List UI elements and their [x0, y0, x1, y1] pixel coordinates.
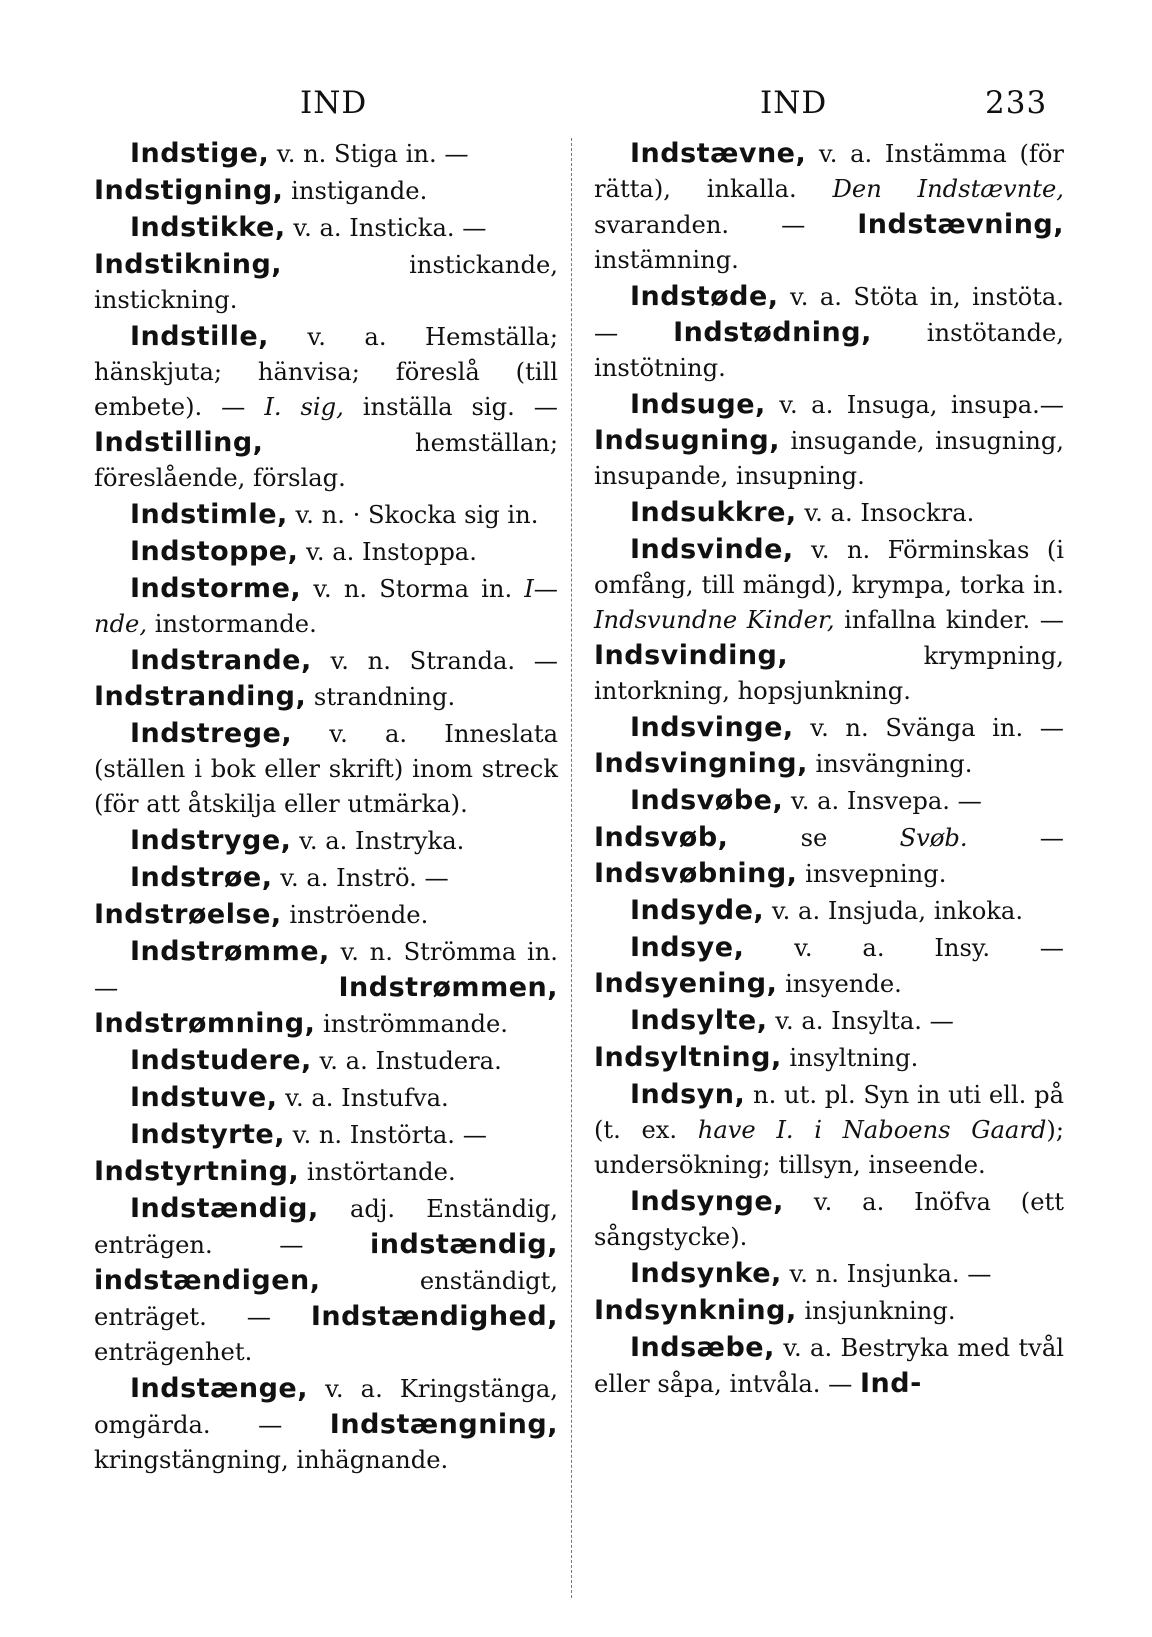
definition-text: v. a. Insockra.: [796, 499, 975, 527]
dictionary-entry: [594, 1003, 1064, 1039]
headword: Indstævning,: [857, 209, 1064, 240]
dictionary-entry: [594, 930, 1064, 1002]
definition-text: inställa sig. —: [343, 393, 558, 421]
left-column: [94, 136, 558, 1479]
dictionary-entry: [594, 1040, 1064, 1076]
dictionary-entry: [594, 532, 1064, 709]
headword: Indsvinding,: [594, 640, 789, 671]
definition-text: v. a. Instoppa.: [298, 538, 477, 566]
headword: Ind-: [860, 1368, 922, 1399]
dictionary-entry: [594, 136, 1064, 278]
headword: Indstilling,: [94, 427, 264, 458]
definition-text: v. a. Kringstänga, omgärda. —: [94, 1375, 558, 1439]
headword: Indsynge,: [630, 1186, 784, 1217]
definition-text: enträgenhet.: [94, 1338, 253, 1366]
headword: Indstrøelse,: [94, 899, 282, 930]
headword: Indsyn,: [630, 1079, 746, 1110]
definition-text: instigande.: [283, 177, 428, 205]
headword: Indsyening,: [594, 968, 778, 999]
headword: Indstuve,: [130, 1082, 278, 1113]
headword: Indstorme,: [130, 573, 302, 604]
definition-text: instötande, instötning.: [594, 319, 1064, 382]
italic-example: I—nde,: [94, 575, 558, 638]
headword: Indstoppe,: [130, 536, 299, 567]
dictionary-entry: [594, 893, 1064, 929]
definition-text: inströende.: [281, 901, 429, 929]
definition-text: v. a. Instufva.: [277, 1084, 449, 1112]
headword: Indstranding,: [94, 681, 307, 712]
dictionary-entry: [594, 1077, 1064, 1183]
italic-example: have I. i Naboens Gaard: [697, 1116, 1047, 1144]
definition-text: krympning, intorkning, hopsjunkning.: [594, 642, 1064, 705]
dictionary-entry: [94, 897, 558, 933]
headword: Indstille,: [130, 321, 269, 352]
definition-text: v. a. Insticka. —: [285, 214, 487, 242]
headword: Indsvøbe,: [630, 785, 784, 816]
definition-text: —: [967, 824, 1064, 852]
definition-text: v. n. Svänga in. —: [793, 714, 1064, 742]
headword: Indsuge,: [630, 389, 766, 420]
definition-text: v. a. Inöfva (ett sångstycke).: [594, 1188, 1064, 1251]
headword: Indsyltning,: [594, 1042, 782, 1073]
italic-example: Den Indstævnte,: [832, 175, 1064, 203]
headword: Indsye,: [630, 932, 745, 963]
definition-text: v. a. Insy. —: [744, 934, 1064, 962]
dictionary-entry: [94, 860, 558, 896]
dictionary-entry: [594, 1256, 1064, 1292]
dictionary-entry: [94, 1371, 558, 1478]
dictionary-entry: [94, 643, 558, 715]
definition-text: v. n. Instörta. —: [284, 1121, 487, 1149]
dictionary-entry: [594, 387, 1064, 494]
dictionary-entry: [94, 823, 558, 859]
definition-text: v. n. Förminskas (i omfång, till mängd), krympa, torka in.: [594, 536, 1064, 599]
definition-text: se: [728, 824, 900, 852]
dictionary-entry: [94, 534, 558, 570]
definition-text: insvepning.: [797, 860, 947, 888]
definition-text: svaranden. —: [594, 211, 858, 239]
headword: Indstævne,: [630, 138, 807, 169]
definition-text: v. a. Bestryka med tvål eller såpa, intvåla. —: [594, 1334, 1064, 1398]
definition-text: v. n. · Skocka sig in.: [287, 501, 539, 529]
running-head-left: IND: [300, 85, 368, 121]
headword: Indstændig,: [130, 1193, 319, 1224]
dictionary-entry: [594, 495, 1064, 531]
dictionary-entry: [594, 710, 1064, 782]
headword: Indstødning,: [673, 317, 872, 348]
headword: Indstrømmen, Indstrømning,: [94, 972, 558, 1039]
headword: Indsynkning,: [594, 1295, 797, 1326]
definition-text: v. a. Instämma (för rätta), inkalla.: [594, 140, 1064, 203]
definition-text: insyltning.: [781, 1044, 919, 1072]
definition-text: instormande.: [147, 610, 317, 638]
headword: Indstikning,: [94, 249, 283, 280]
definition-text: infallna kinder. —: [834, 606, 1064, 634]
dictionary-entry: [94, 571, 558, 642]
dictionary-entry: [94, 173, 558, 209]
headword: Indsvøb,: [594, 822, 729, 853]
definition-text: v. n. Storma in.: [301, 575, 525, 603]
definition-text: enständigt, enträget. —: [94, 1267, 558, 1331]
definition-text: v. a. Insylta. —: [767, 1007, 954, 1035]
definition-text: v. a. Insjuda, inkoka.: [764, 897, 1024, 925]
italic-example: Svøb.: [899, 824, 968, 852]
headword: Indsvinge,: [630, 712, 794, 743]
headword: Indsynke,: [630, 1258, 782, 1289]
definition-text: insyende.: [777, 970, 902, 998]
definition-text: v. a. Hemställa; hänskjuta; hänvisa; föreslå (till embete). —: [94, 323, 558, 421]
headword: Indsyde,: [630, 895, 765, 926]
headword: Indstrøe,: [130, 862, 273, 893]
definition-text: strandning.: [306, 683, 456, 711]
definition-text: inströmmande.: [315, 1010, 508, 1038]
definition-text: v. a. Insvepa. —: [783, 787, 982, 815]
running-head-right: IND: [760, 85, 828, 121]
headword: Indstigning,: [94, 175, 284, 206]
italic-example: Indsvundne Kinder,: [594, 606, 835, 634]
headword: Indstøde,: [630, 281, 779, 312]
headword: Indstyrte,: [130, 1119, 285, 1150]
dictionary-entry: [94, 497, 558, 533]
dictionary-entry: [594, 783, 1064, 819]
dictionary-entry: [594, 820, 1064, 892]
headword: Indstændighed,: [310, 1301, 558, 1332]
definition-text: v. a. Inneslata (ställen i bok eller skrift) inom streck (för att åtskilja eller utmärka).: [94, 720, 558, 818]
headword: Indstimle,: [130, 499, 288, 530]
right-column: [594, 136, 1064, 1403]
headword: Indstrege,: [130, 718, 293, 749]
headword: Indsvingning,: [594, 748, 808, 779]
headword: Indstryge,: [130, 825, 292, 856]
headword: Indsugning,: [594, 425, 780, 456]
definition-text: n. ut. pl. Syn in uti ell. på (t. ex.: [594, 1081, 1064, 1144]
dictionary-entry: [94, 136, 558, 172]
headword: Indsukkre,: [630, 497, 797, 528]
dictionary-entry: [594, 279, 1064, 386]
headword: indstændig, indstændigen,: [94, 1229, 558, 1296]
headword: Indstyrtning,: [94, 1156, 300, 1187]
italic-example: I. sig,: [264, 393, 344, 421]
dictionary-entry: [594, 1330, 1064, 1402]
headword: Indstikke,: [130, 212, 286, 243]
definition-text: v. a. Inströ. —: [272, 864, 449, 892]
dictionary-entry: [94, 934, 558, 1042]
headword: Indstrømme,: [130, 936, 330, 967]
headword: Indstudere,: [130, 1045, 312, 1076]
dictionary-entry: [94, 1117, 558, 1153]
dictionary-entry: [594, 1184, 1064, 1255]
headword: Indstige,: [130, 138, 270, 169]
definition-text: instörtande.: [299, 1158, 456, 1186]
headword: Indsvinde,: [630, 534, 794, 565]
dictionary-entry: [94, 319, 558, 496]
definition-text: v. a. Instudera.: [311, 1047, 502, 1075]
headword: Indsvøbning,: [594, 858, 798, 889]
page-number: 233: [985, 85, 1048, 121]
headword: Indstængning,: [329, 1409, 558, 1440]
headword: Indsæbe,: [630, 1332, 775, 1363]
definition-text: ); undersökning; tillsyn, inseende.: [594, 1116, 1064, 1179]
definition-text: v. n. Stiga in. —: [269, 140, 469, 168]
definition-text: insvängning.: [807, 750, 973, 778]
dictionary-entry: [94, 1080, 558, 1116]
dictionary-entry: [94, 716, 558, 822]
definition-text: v. n. Insjunka. —: [781, 1260, 992, 1288]
definition-text: hemställan; föreslående, förslag.: [94, 429, 558, 492]
definition-text: insugande, insugning, insupande, insupning.: [594, 427, 1064, 490]
dictionary-entry: [94, 1154, 558, 1190]
definition-text: kringstängning, inhägnande.: [94, 1446, 449, 1474]
dictionary-entry: [94, 1191, 558, 1370]
definition-text: v. n. Stranda. —: [311, 647, 558, 675]
dictionary-entry: [94, 247, 558, 318]
definition-text: instämning.: [594, 246, 739, 274]
definition-text: v. a. Instryka.: [291, 827, 465, 855]
dictionary-entry: [94, 210, 558, 246]
definition-text: v. a. Insuga, insupa.—: [765, 391, 1064, 419]
headword: Indsylte,: [630, 1005, 768, 1036]
dictionary-entry: [94, 1043, 558, 1079]
definition-text: adj. Enständig, enträgen. —: [94, 1195, 558, 1259]
dictionary-entry: [594, 1293, 1064, 1329]
definition-text: insjunkning.: [796, 1297, 956, 1325]
definition-text: v. a. Stöta in, instöta. —: [594, 283, 1064, 347]
definition-text: v. n. Strömma in. —: [94, 938, 558, 1002]
headword: Indstrande,: [130, 645, 312, 676]
headword: Indstænge,: [130, 1373, 308, 1404]
definition-text: instickande, instickning.: [94, 251, 558, 314]
column-divider: [571, 138, 572, 1598]
